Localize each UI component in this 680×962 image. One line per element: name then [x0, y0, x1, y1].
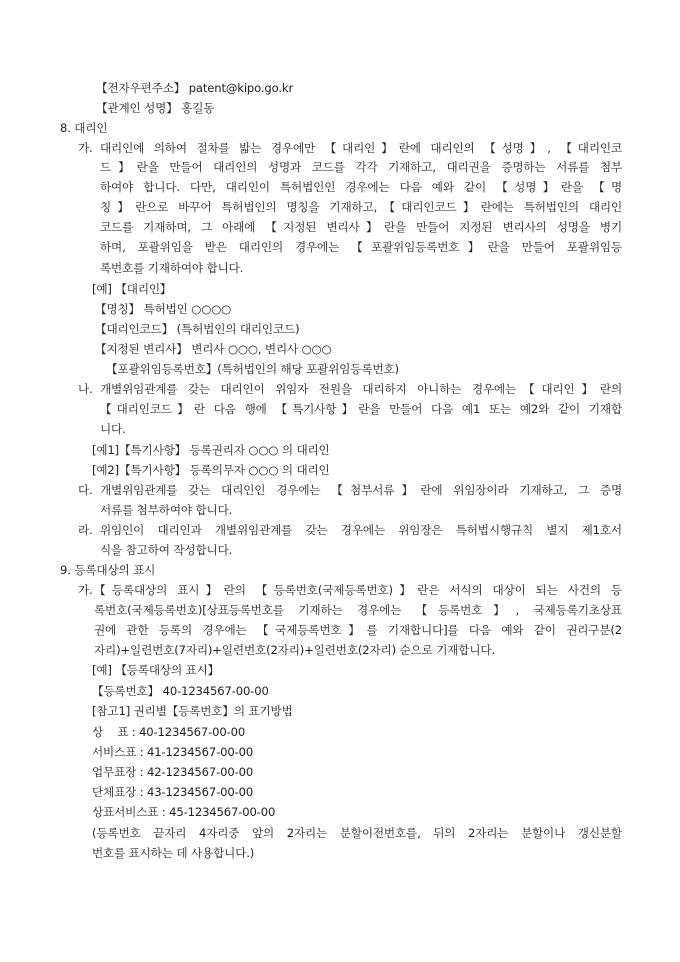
- paragraph-line: 록번호를 기재하여야 합니다.: [100, 261, 244, 275]
- paragraph-line: 식을 참고하여 작성합니다.: [100, 543, 233, 557]
- paragraph-line: 드】란을 만들어 대리인의 성명과 코드를 각각 기재하고, 대리권을 증명하는 서류를 첨부: [100, 160, 622, 174]
- paragraph-line: 록번호(국제등록번호)[상표등록번호를 기재하는 경우에는 【등록번호】, 국제등록기초상표: [94, 603, 622, 617]
- example-line: [참고1] 권리별【등록번호】의 표기방법: [92, 704, 293, 718]
- example-line: [예2]【특기사항】 등록의무자 ○○○ 의 대리인: [92, 463, 330, 477]
- paragraph-line: 개별위임관계를 갖는 대리인이 위임자 전원을 대리하지 아니하는 경우에는【대리인】란의: [100, 382, 622, 396]
- item-marker: 나.: [78, 382, 93, 396]
- paragraph-line: 니다.: [100, 422, 126, 436]
- paragraph-line: 서류를 첨부하여야 합니다.: [100, 503, 233, 517]
- example-line: 【포괄위임등록번호】(특허법인의 해당 포괄위임등록번호): [106, 362, 399, 376]
- paragraph-line: 개별위임관계를 갖는 대리인인 경우에는 【첨부서류】란에 위임장이라 기재하고, 그 증명: [100, 483, 622, 497]
- paragraph-line: 위임인이 대리인과 개별위임관계를 갖는 경우에는 위임장은 특허법시행규칙 별지 제1호서: [100, 523, 622, 537]
- example-line: 【명칭】 특허법인 ○○○○: [95, 302, 232, 316]
- paragraph-line: 하며, 포괄위임을 받은 대리인의 경우에는 【포괄위임등록번호】란을 만들어 포괄위임등: [100, 240, 622, 254]
- email-line: 【전자우편주소】 patent@kipo.go.kr: [96, 81, 294, 95]
- example-line: 업무표장 : 42-1234567-00-00: [92, 765, 254, 779]
- paragraph-line: 【등록대상의 표시】란의 【등록번호(국제등록번호)】란은 서식의 대상이 되는 사건의 등: [94, 583, 622, 597]
- section-8-heading: 8. 대리인: [60, 121, 108, 135]
- example-line: 서비스표 : 41-1234567-00-00: [92, 745, 254, 759]
- example-line: [예] 【등록대상의 표시】: [92, 663, 220, 677]
- paragraph-line: 자리)+일련번호(7자리)+일련번호(2자리)+일련번호(2자리) 순으로 기재합니다.: [94, 643, 495, 657]
- example-line: 상표서비스표 : 45-1234567-00-00: [92, 805, 276, 819]
- paragraph-line: 칭】란으로 바꾸어 특허법인의 명칭을 기재하고,【대리인코드】란에는 특허법인의 대리인: [100, 200, 622, 214]
- paragraph-line: 대리인에 의하여 절차를 밟는 경우에만 【대리인】란에 대리인의 【성명】, 【대리인코: [100, 141, 622, 155]
- example-line: 단체표장 : 43-1234567-00-00: [92, 785, 254, 799]
- example-line: 【지정된 변리사】 변리사 ○○○, 변리사 ○○○: [95, 342, 332, 356]
- paragraph-line: 코드를 기재하며, 그 아래에 【지정된 변리사】란을 만들어 지정된 변리사의 성명을 병기: [100, 220, 622, 234]
- paragraph-line: 권에 관한 등록의 경우에는 【국제등록번호】를 기재합니다]를 다음 예와 같이 권리구분(2: [94, 623, 622, 637]
- example-line: 상 표 : 40-1234567-00-00: [92, 725, 246, 739]
- item-marker: 가.: [78, 141, 93, 155]
- item-marker: 다.: [78, 483, 93, 497]
- item-marker: 가.: [78, 583, 93, 597]
- example-line: [예] 【대리인】: [92, 282, 172, 296]
- section-9-heading: 9. 등록대상의 표시: [60, 563, 156, 577]
- paragraph-line: 하여야 합니다. 다만, 대리인이 특허법인인 경우에는 다음 예와 같이 【성명】란을 【명: [100, 180, 622, 194]
- note-line: 번호를 표시하는 데 사용합니다.): [92, 846, 255, 860]
- example-line: 【대리인코드】 (특허법인의 대리인코드): [95, 322, 300, 336]
- item-marker: 라.: [78, 523, 93, 537]
- example-line: [예1]【특기사항】 등록권리자 ○○○ 의 대리인: [92, 443, 330, 457]
- paragraph-line: 【대리인코드】란 다음 행에 【특기사항】란을 만들어 다음 예1 또는 예2와 같이 기재합: [100, 402, 622, 416]
- note-line: (등록번호 끝자리 4자리중 앞의 2자리는 분할이전번호를, 뒤의 2자리는 분할이나 갱신분할: [92, 826, 622, 840]
- contact-name-line: 【관계인 성명】 홍길동: [96, 101, 215, 115]
- example-line: 【등록번호】 40-1234567-00-00: [92, 684, 269, 698]
